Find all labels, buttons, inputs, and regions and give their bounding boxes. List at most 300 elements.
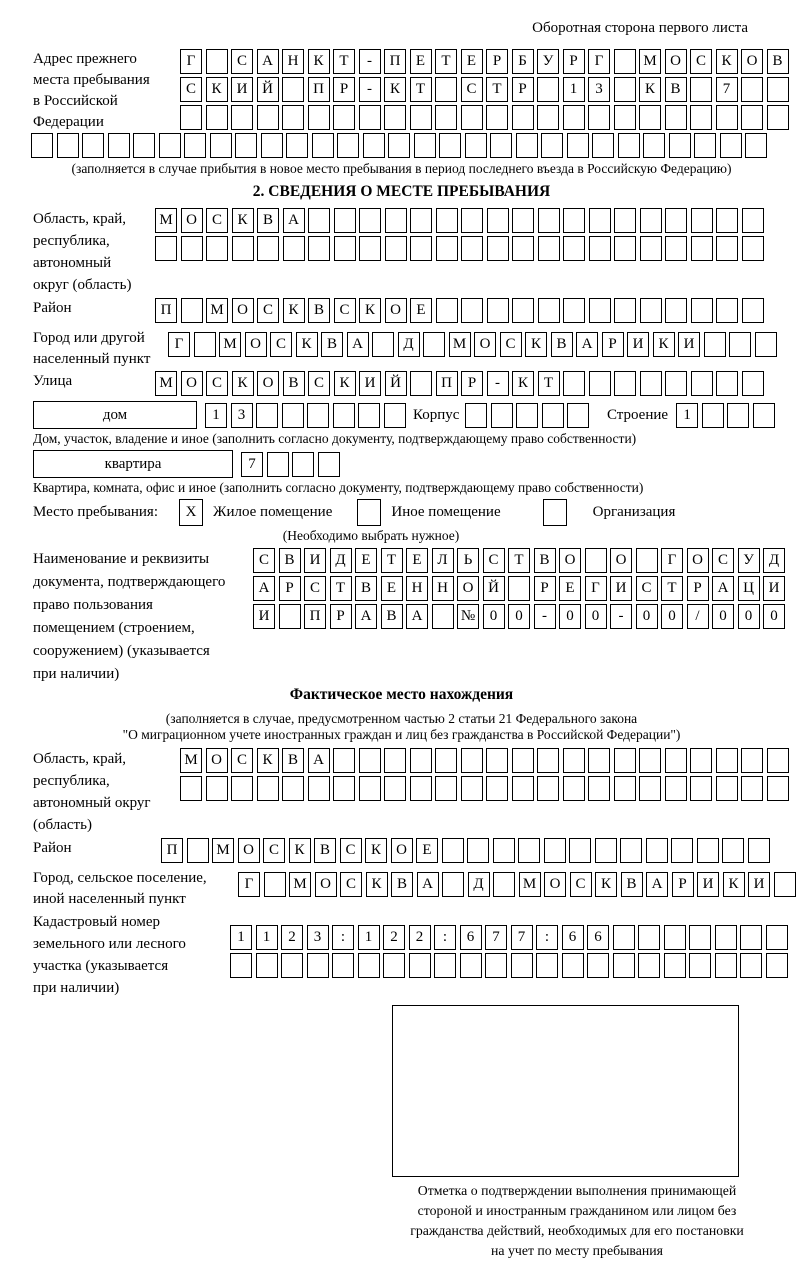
region-row-1 <box>155 208 767 233</box>
char-cell <box>563 208 585 233</box>
char-cell: С <box>461 77 483 102</box>
char-cell: № <box>457 604 479 629</box>
char-cell <box>665 371 687 396</box>
char-cell <box>486 776 508 801</box>
char-cell: Т <box>381 548 403 573</box>
char-cell <box>384 105 406 130</box>
char-cell <box>442 838 464 863</box>
char-cell: 0 <box>712 604 734 629</box>
char-cell: Н <box>282 49 304 74</box>
char-cell: 6 <box>587 925 609 950</box>
char-cell: К <box>296 332 318 357</box>
char-cell <box>720 133 742 158</box>
char-cell <box>537 776 559 801</box>
char-cell: С <box>340 838 362 863</box>
char-cell: 1 <box>230 925 252 950</box>
char-cell <box>614 77 636 102</box>
char-cell: М <box>155 208 177 233</box>
char-cell: О <box>687 548 709 573</box>
prev-address-row-2 <box>180 77 792 102</box>
char-cell <box>333 105 355 130</box>
char-cell <box>614 298 636 323</box>
char-cell: 7 <box>485 925 507 950</box>
prev-address-row-4 <box>31 133 770 158</box>
char-cell: Е <box>355 548 377 573</box>
char-cell: С <box>180 77 202 102</box>
stroenie-label: Строение <box>606 406 669 423</box>
char-cell <box>434 953 456 978</box>
char-cell <box>256 953 278 978</box>
char-cell <box>613 925 635 950</box>
char-cell <box>491 403 513 428</box>
page-side-note: Оборотная сторона первого листа <box>532 20 748 36</box>
char-cell: : <box>332 925 354 950</box>
char-cell: В <box>665 77 687 102</box>
char-cell: О <box>544 872 566 897</box>
char-cell <box>363 133 385 158</box>
char-cell: В <box>391 872 413 897</box>
char-cell: 2 <box>383 925 405 950</box>
char-cell <box>704 332 726 357</box>
char-cell: В <box>308 298 330 323</box>
char-cell: 1 <box>205 403 227 428</box>
char-cell: 1 <box>256 925 278 950</box>
char-cell <box>665 105 687 130</box>
char-cell: Е <box>461 49 483 74</box>
char-cell <box>461 748 483 773</box>
apartment-note: Квартира, комната, офис и иное (заполнить согласно документу, подтверждающему право собственности) <box>33 480 644 495</box>
cadastral-row-1 <box>230 925 791 950</box>
char-cell <box>512 105 534 130</box>
char-cell <box>487 236 509 261</box>
char-cell <box>333 776 355 801</box>
house-cells <box>205 403 409 428</box>
char-cell <box>487 298 509 323</box>
char-cell: К <box>716 49 738 74</box>
char-cell <box>589 208 611 233</box>
char-cell <box>230 953 252 978</box>
street-row <box>155 371 767 396</box>
char-cell: К <box>289 838 311 863</box>
char-cell: Г <box>168 332 190 357</box>
char-cell <box>410 776 432 801</box>
char-cell <box>691 236 713 261</box>
char-cell <box>727 403 749 428</box>
char-cell <box>537 748 559 773</box>
char-cell <box>508 576 530 601</box>
actual-district-row <box>161 838 773 863</box>
char-cell: С <box>483 548 505 573</box>
char-cell: Р <box>279 576 301 601</box>
char-cell <box>589 236 611 261</box>
apartment-box-label: квартира <box>33 450 233 478</box>
char-cell: О <box>741 49 763 74</box>
char-cell <box>359 236 381 261</box>
char-cell <box>194 332 216 357</box>
char-cell <box>588 748 610 773</box>
char-cell <box>588 776 610 801</box>
prev-address-note: (заполняется в случае прибытия в новое место пребывания в период последнего въезда в Российскую Федерацию) <box>71 161 732 176</box>
char-cell <box>742 371 764 396</box>
char-cell <box>618 133 640 158</box>
char-cell: Г <box>588 49 610 74</box>
char-cell: М <box>639 49 661 74</box>
char-cell <box>690 105 712 130</box>
stay-type-note: (Необходимо выбрать нужное) <box>282 528 460 543</box>
char-cell: Р <box>333 77 355 102</box>
char-cell <box>465 133 487 158</box>
char-cell: И <box>253 604 275 629</box>
char-cell: Р <box>534 576 556 601</box>
stay-type-option-organization: Организация <box>592 504 676 520</box>
char-cell <box>359 748 381 773</box>
char-cell <box>159 133 181 158</box>
district-block <box>33 298 770 326</box>
char-cell <box>485 953 507 978</box>
char-cell <box>563 105 585 130</box>
char-cell <box>435 77 457 102</box>
char-cell <box>640 371 662 396</box>
char-cell: 3 <box>588 77 610 102</box>
prev-address-row-1 <box>180 49 792 74</box>
char-cell <box>461 236 483 261</box>
char-cell: 1 <box>676 403 698 428</box>
char-cell <box>383 953 405 978</box>
char-cell <box>691 371 713 396</box>
char-cell: К <box>512 371 534 396</box>
char-cell <box>715 953 737 978</box>
char-cell <box>671 838 693 863</box>
street-label: Улица <box>33 373 73 389</box>
char-cell: К <box>232 371 254 396</box>
char-cell <box>639 748 661 773</box>
char-cell <box>614 208 636 233</box>
char-cell: О <box>245 332 267 357</box>
char-cell: 0 <box>585 604 607 629</box>
char-cell <box>665 748 687 773</box>
char-cell: Т <box>330 576 352 601</box>
char-cell: О <box>238 838 260 863</box>
char-cell <box>264 872 286 897</box>
char-cell <box>614 49 636 74</box>
char-cell <box>292 452 314 477</box>
char-cell <box>516 403 538 428</box>
char-cell: 0 <box>559 604 581 629</box>
char-cell <box>646 838 668 863</box>
char-cell: 1 <box>563 77 585 102</box>
char-cell <box>423 332 445 357</box>
char-cell: К <box>232 208 254 233</box>
char-cell <box>741 776 763 801</box>
char-cell: О <box>181 371 203 396</box>
section2-title: 2. СВЕДЕНИЯ О МЕСТЕ ПРЕБЫВАНИЯ <box>252 183 551 200</box>
char-cell: В <box>551 332 573 357</box>
char-cell <box>563 776 585 801</box>
char-cell <box>439 133 461 158</box>
actual-district-label: Район <box>33 840 72 856</box>
char-cell <box>155 236 177 261</box>
char-cell <box>716 105 738 130</box>
char-cell <box>460 953 482 978</box>
char-cell: К <box>653 332 675 357</box>
char-cell <box>493 872 515 897</box>
char-cell <box>620 838 642 863</box>
char-cell <box>257 776 279 801</box>
char-cell <box>716 371 738 396</box>
char-cell <box>432 604 454 629</box>
char-cell: О <box>206 748 228 773</box>
prev-address-label: Адрес прежнего места пребывания в Российской Федерации <box>33 51 150 130</box>
char-cell <box>358 403 380 428</box>
char-cell: С <box>636 576 658 601</box>
char-cell: Г <box>585 576 607 601</box>
char-cell <box>31 133 53 158</box>
char-cell <box>333 403 355 428</box>
prev-address-row-3 <box>180 105 792 130</box>
char-cell <box>206 776 228 801</box>
char-cell <box>541 133 563 158</box>
char-cell: Р <box>330 604 352 629</box>
char-cell: А <box>646 872 668 897</box>
stay-type-label: Место пребывания: <box>33 504 158 520</box>
char-cell: Е <box>381 576 403 601</box>
char-cell: И <box>627 332 649 357</box>
char-cell: О <box>385 298 407 323</box>
char-cell <box>742 208 764 233</box>
char-cell: Й <box>257 77 279 102</box>
char-cell: Т <box>486 77 508 102</box>
char-cell: К <box>639 77 661 102</box>
char-cell <box>774 872 796 897</box>
char-cell <box>512 236 534 261</box>
char-cell <box>180 776 202 801</box>
char-cell <box>690 776 712 801</box>
char-cell <box>592 133 614 158</box>
char-cell: В <box>355 576 377 601</box>
char-cell <box>461 298 483 323</box>
char-cell: А <box>308 748 330 773</box>
char-cell <box>281 953 303 978</box>
char-cell <box>691 208 713 233</box>
char-cell <box>337 133 359 158</box>
char-cell: У <box>738 548 760 573</box>
char-cell: П <box>384 49 406 74</box>
char-cell: С <box>206 371 228 396</box>
char-cell: П <box>304 604 326 629</box>
city-label: Город или другой населенный пункт <box>33 330 151 367</box>
char-cell <box>640 298 662 323</box>
char-cell: М <box>180 748 202 773</box>
char-cell: С <box>690 49 712 74</box>
char-cell: С <box>253 548 275 573</box>
document-block <box>33 548 780 686</box>
char-cell: И <box>359 371 381 396</box>
char-cell <box>461 208 483 233</box>
char-cell <box>318 452 340 477</box>
char-cell: Т <box>333 49 355 74</box>
char-cell <box>588 105 610 130</box>
char-cell <box>261 133 283 158</box>
char-cell: А <box>283 208 305 233</box>
char-cell <box>187 838 209 863</box>
char-cell: В <box>282 748 304 773</box>
char-cell: А <box>355 604 377 629</box>
char-cell <box>536 953 558 978</box>
char-cell: Е <box>406 548 428 573</box>
cadastral-label: Кадастровый номер земельного или лесного участка (указывается при наличии) <box>33 914 186 996</box>
house-note: Дом, участок, владение и иное (заполнить согласно документу, подтверждающему право собственности) <box>33 431 637 446</box>
char-cell <box>410 748 432 773</box>
char-cell: В <box>283 371 305 396</box>
char-cell: О <box>181 208 203 233</box>
char-cell <box>206 105 228 130</box>
char-cell: Р <box>461 371 483 396</box>
char-cell: В <box>257 208 279 233</box>
char-cell: А <box>417 872 439 897</box>
char-cell <box>563 236 585 261</box>
char-cell: М <box>155 371 177 396</box>
char-cell <box>410 208 432 233</box>
char-cell <box>358 953 380 978</box>
char-cell: А <box>253 576 275 601</box>
char-cell <box>181 236 203 261</box>
char-cell <box>669 133 691 158</box>
char-cell: М <box>449 332 471 357</box>
char-cell <box>235 133 257 158</box>
char-cell: - <box>534 604 556 629</box>
char-cell <box>640 208 662 233</box>
char-cell <box>333 748 355 773</box>
char-cell <box>308 105 330 130</box>
char-cell: М <box>519 872 541 897</box>
char-cell <box>729 332 751 357</box>
korpus-label: Корпус <box>413 406 460 423</box>
char-cell <box>702 403 724 428</box>
actual-city-block <box>33 868 770 910</box>
char-cell: И <box>304 548 326 573</box>
char-cell <box>664 925 686 950</box>
char-cell: О <box>610 548 632 573</box>
char-cell <box>385 236 407 261</box>
document-label: Наименование и реквизиты документа, подтверждающего право пользования помещением (строением, сооружением) (указывается при наличии) <box>33 551 226 682</box>
char-cell <box>512 208 534 233</box>
char-cell: С <box>270 332 292 357</box>
char-cell <box>511 953 533 978</box>
char-cell <box>359 208 381 233</box>
char-cell <box>410 236 432 261</box>
char-cell <box>461 776 483 801</box>
char-cell <box>312 133 334 158</box>
char-cell: / <box>687 604 709 629</box>
city-row <box>168 332 780 357</box>
char-cell <box>436 298 458 323</box>
char-cell: А <box>576 332 598 357</box>
char-cell: С <box>231 748 253 773</box>
char-cell <box>722 838 744 863</box>
char-cell <box>518 838 540 863</box>
char-cell: С <box>263 838 285 863</box>
district-row <box>155 298 767 323</box>
char-cell: С <box>712 548 734 573</box>
char-cell: 6 <box>460 925 482 950</box>
actual-region-row-2 <box>180 776 792 801</box>
char-cell: Г <box>180 49 202 74</box>
region-label: Область, край, республика, автономный округ (область) <box>33 211 132 293</box>
char-cell <box>542 403 564 428</box>
char-cell: В <box>381 604 403 629</box>
char-cell <box>639 105 661 130</box>
char-cell: К <box>365 838 387 863</box>
char-cell <box>716 776 738 801</box>
char-cell <box>486 105 508 130</box>
char-cell: 3 <box>231 403 253 428</box>
char-cell <box>614 748 636 773</box>
char-cell: Й <box>483 576 505 601</box>
char-cell <box>643 133 665 158</box>
char-cell <box>308 208 330 233</box>
char-cell: Г <box>238 872 260 897</box>
char-cell: Р <box>687 576 709 601</box>
char-cell: К <box>308 49 330 74</box>
char-cell <box>181 298 203 323</box>
street-block <box>33 371 770 399</box>
char-cell <box>613 953 635 978</box>
stay-type-block <box>33 499 770 526</box>
char-cell <box>716 208 738 233</box>
house-box-label: дом <box>33 401 197 429</box>
char-cell: К <box>384 77 406 102</box>
char-cell <box>740 953 762 978</box>
char-cell <box>206 49 228 74</box>
char-cell: И <box>748 872 770 897</box>
char-cell: П <box>436 371 458 396</box>
char-cell <box>563 748 585 773</box>
char-cell: 0 <box>483 604 505 629</box>
char-cell <box>82 133 104 158</box>
char-cell <box>279 604 301 629</box>
char-cell <box>308 776 330 801</box>
char-cell <box>210 133 232 158</box>
char-cell: 3 <box>307 925 329 950</box>
char-cell <box>767 105 789 130</box>
char-cell: В <box>621 872 643 897</box>
char-cell: М <box>289 872 311 897</box>
char-cell: Т <box>538 371 560 396</box>
char-cell <box>334 208 356 233</box>
char-cell: Р <box>512 77 534 102</box>
char-cell <box>753 403 775 428</box>
char-cell <box>697 838 719 863</box>
apartment-cells <box>241 452 343 477</box>
char-cell: С <box>308 371 330 396</box>
actual-region-label: Область, край, республика, автономный округ (область) <box>33 751 151 833</box>
char-cell <box>544 838 566 863</box>
char-cell: Е <box>559 576 581 601</box>
char-cell: К <box>359 298 381 323</box>
char-cell: Д <box>398 332 420 357</box>
char-cell <box>256 403 278 428</box>
char-cell <box>589 298 611 323</box>
char-cell <box>538 298 560 323</box>
char-cell <box>665 236 687 261</box>
char-cell <box>490 133 512 158</box>
char-cell: С <box>231 49 253 74</box>
char-cell: К <box>595 872 617 897</box>
char-cell: Е <box>410 298 432 323</box>
char-cell <box>569 838 591 863</box>
char-cell: 0 <box>738 604 760 629</box>
char-cell <box>689 925 711 950</box>
